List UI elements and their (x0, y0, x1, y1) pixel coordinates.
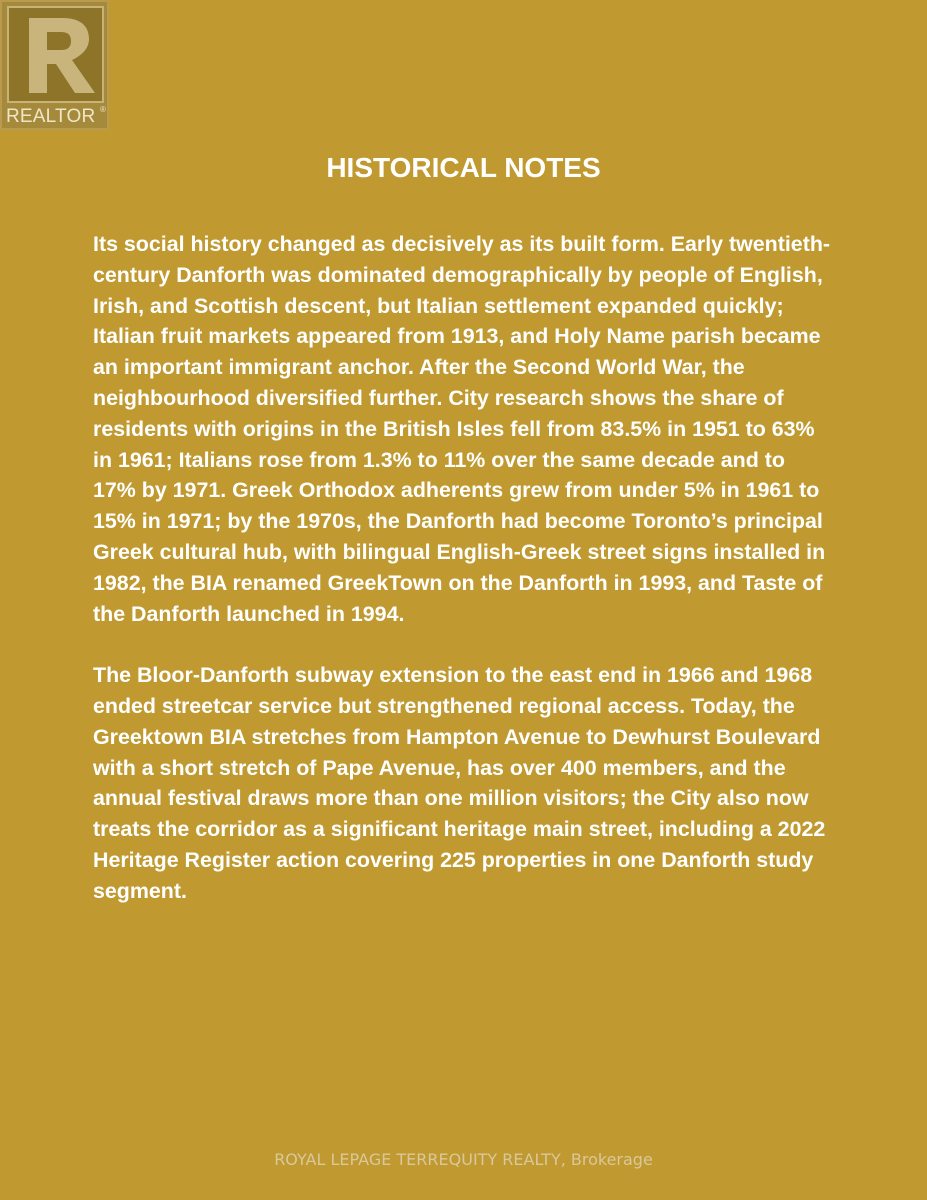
paragraph-social-history: Its social history changed as decisively as its built form. Early twentieth-century Danforth was dominated demographically by people of English, Irish, and Scottish descent, but Italian settlement expanded quickly; Italian fruit markets appeared from 1913, and Holy Name parish became an important immigrant anchor. After the Second World War, the neighbourhood diversified further. City research shows the share of residents with origins in the British Isles fell from 83.5% in 1951 to 63% in 1961; Italians rose from 1.3% to 11% over the same decade and to 17% by 1971. Greek Orthodox adherents grew from under 5% in 1961 to 15% in 1971; by the 1970s, the Danforth had become Toronto’s principal Greek cultural hub, with bilingual English-Greek street signs installed in 1982, the BIA renamed GreekTown on the Danforth in 1993, and Taste of the Danforth launched in 1994. (93, 232, 831, 626)
realtor-wordmark: REALTOR (6, 106, 96, 127)
paragraph-subway-greektown: The Bloor-Danforth subway extension to the east end in 1966 and 1968 ended streetcar service but strengthened regional access. Today, the Greektown BIA stretches from Hampton Avenue to Dewhurst Boulevard with a short stretch of Pape Avenue, has over 400 members, and the annual festival draws more than one million visitors; the City also now treats the corridor as a significant heritage main street, including a 2022 Heritage Register action covering 225 properties in one Danforth study segment. (93, 663, 826, 903)
page-title: HISTORICAL NOTES (326, 152, 601, 183)
registered-mark: ® (100, 105, 106, 114)
historical-notes-body (93, 229, 833, 937)
realtor-r-icon (7, 6, 104, 103)
brokerage-footer: ROYAL LEPAGE TERREQUITY REALTY, Brokerage (274, 1150, 653, 1169)
realtor-logo (0, 0, 109, 130)
